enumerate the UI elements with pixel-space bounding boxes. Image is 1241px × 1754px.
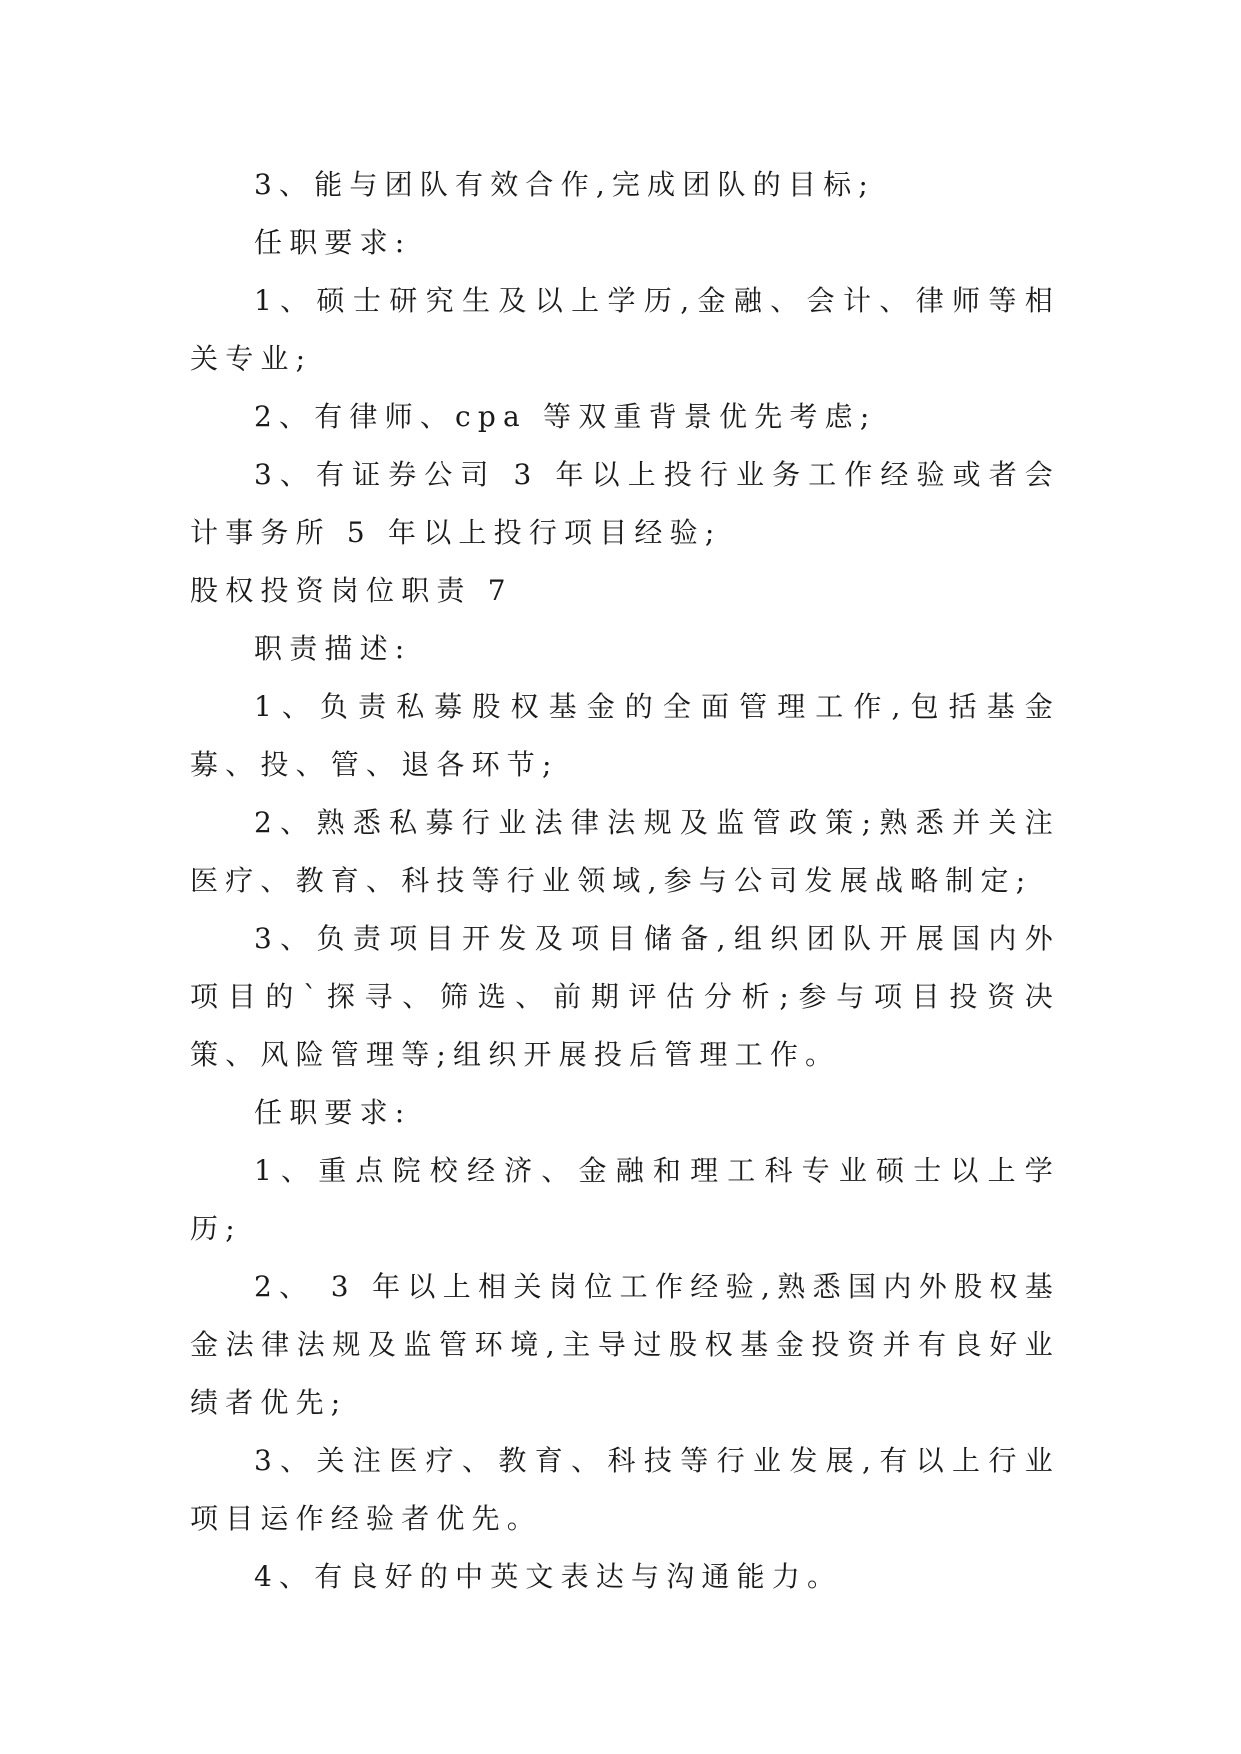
paragraph: 1、重点院校经济、金融和理工科专业硕士以上学历;	[190, 1154, 1060, 1245]
paragraph: 2、熟悉私募行业法律法规及监管政策;熟悉并关注医疗、教育、科技等行业领域,参与公司发展战略制定;	[190, 806, 1060, 897]
paragraph: 1、负责私募股权基金的全面管理工作,包括基金募、投、管、退各环节;	[190, 690, 1060, 781]
paragraph: 1、硕士研究生及以上学历,金融、会计、律师等相关专业;	[190, 284, 1060, 375]
paragraph: 3、能与团队有效合作,完成团队的目标;	[254, 168, 875, 201]
section-label-requirements: 任职要求:	[254, 1096, 412, 1129]
paragraph: 3、负责项目开发及项目储备,组织团队开展国内外项目的`探寻、筛选、前期评估分析;参与项目投资决策、风险管理等;组织开展投后管理工作。	[190, 922, 1060, 1071]
section-heading: 股权投资岗位职责 7	[190, 574, 513, 607]
paragraph: 4、有良好的中英文表达与沟通能力。	[254, 1560, 843, 1593]
paragraph: 3、有证券公司 3 年以上投行业务工作经验或者会计事务所 5 年以上投行项目经验;	[190, 458, 1060, 549]
section-label-requirements: 任职要求:	[254, 226, 412, 259]
paragraph: 2、 3 年以上相关岗位工作经验,熟悉国内外股权基金法律法规及监管环境,主导过股权基金投资并有良好业绩者优先;	[190, 1270, 1060, 1419]
document-body	[190, 156, 1060, 1606]
paragraph: 3、关注医疗、教育、科技等行业发展,有以上行业项目运作经验者优先。	[190, 1444, 1060, 1535]
paragraph: 2、有律师、cpa 等双重背景优先考虑;	[254, 400, 877, 433]
section-label-description: 职责描述:	[254, 632, 412, 665]
